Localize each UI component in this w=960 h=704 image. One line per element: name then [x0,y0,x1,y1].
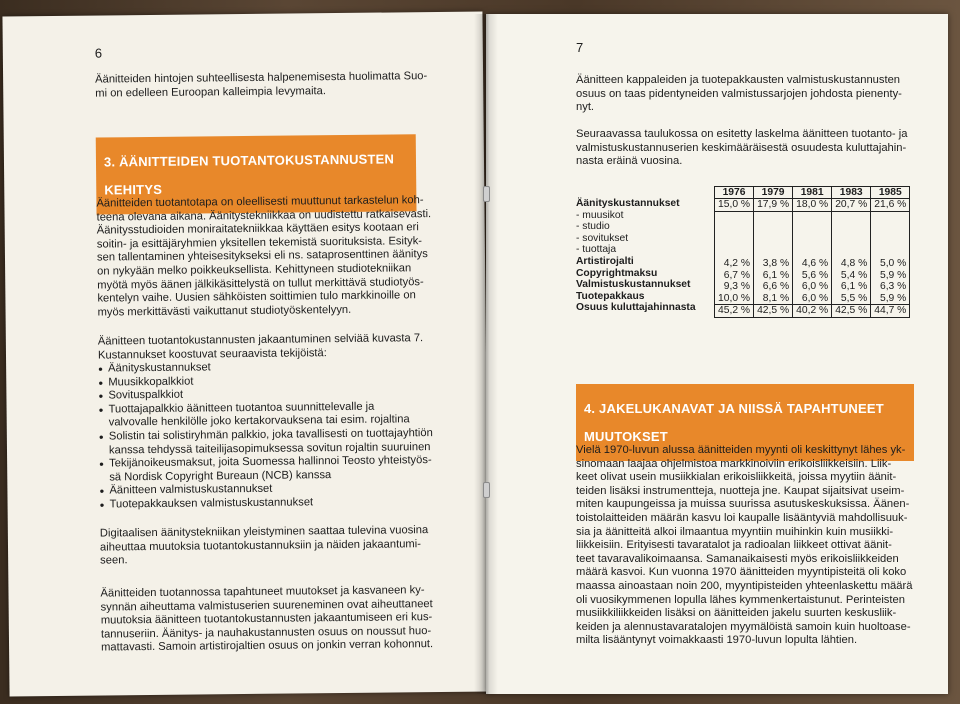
table-cell [793,211,832,223]
row-label: Copyrightmaksu [576,267,658,279]
year-header: 1983 [832,187,871,199]
right-page [486,14,948,694]
row-label: Valmistuskustannukset [576,279,691,291]
paragraph-line: Digitaalisen äänitystekniikan yleistyminen saattaa tulevina vuosina [99,524,429,540]
table-cell [793,246,832,258]
table-cell: 44,7 % [871,305,910,318]
table-row [715,223,910,235]
paragraph-line: aiheuttaa muutoksia tuotantokustannuksiin ja näiden jakaantumi- [99,537,421,554]
binding-staple-top [483,186,490,202]
paragraph-line: teet tavaravalikoimaansa. Samanaikaisesti myös erikoisliikkeiden [576,552,899,565]
paragraph-line: keiden ja alennustavaratalojen myymälöistä samoin kuin huoltoase- [576,620,911,633]
table-cell [871,246,910,258]
table-cell [715,246,754,258]
table-cell: 10,0 % [715,293,754,305]
table-cell [754,223,793,235]
table-cell [832,235,871,247]
table-cell: 3,8 % [754,258,793,270]
year-header: 1976 [715,187,754,199]
table-cell: 45,2 % [715,305,754,318]
paragraph-table-intro [576,128,926,169]
table-cell: 5,9 % [871,293,910,305]
paragraph-line: oli vuosikymmenen lopulla lähes kymmenkertaistunut. Perinteisten [576,593,905,606]
list-item-line: ● Äänityskustannukset [108,361,211,375]
table-row [715,270,910,282]
table-row [715,293,910,305]
heading-line: 3. ÄÄNITTEIDEN TUOTANTOKUSTANNUSTEN [103,151,395,170]
table-cell: 6,0 % [793,281,832,293]
paragraph-cost-distribution [98,332,468,363]
paragraph-line: maassa ainoastaan noin 200, myyntipisteiden yhteenlaskettu määrä [576,579,913,592]
paragraph-line: mattavasti. Samoin artistirojaltien osuus on jonkin verran kohonnut. [101,638,434,654]
paragraph-line: sia ja äänitteitä alkoi ilmaantua myyntiin muihinkin kuin musiikki- [576,525,894,538]
table-cell: 6,1 % [754,270,793,282]
table-cell: 4,6 % [793,258,832,270]
table-cell [871,223,910,235]
intro-paragraph [95,70,465,101]
table-cell: 5,5 % [832,293,871,305]
table-cell: 5,9 % [871,270,910,282]
paragraph-line: keet olivat usein musiikkialan erikoisliikkeitä, joissa myytiin äänit- [576,471,897,484]
paragraph-line: muutoksia äänitteen tuotantokustannusten jakaantumiseen eri kus- [100,611,433,627]
left-page [2,12,489,697]
table-cell: 5,6 % [793,270,832,282]
table-cell: 5,0 % [871,258,910,270]
table-cell: 6,3 % [871,281,910,293]
table-cell [715,211,754,223]
table-cell: 17,9 % [754,199,793,212]
table-cell: 42,5 % [754,305,793,318]
table-cell: 8,1 % [754,293,793,305]
paragraph-line: soitin- ja esittäjäryhmien yksitellen tekemistä suorituksista. Esityk- [96,234,423,251]
list-item-line: ● Tuotepakkauksen valmistuskustannukset [109,496,314,511]
table-cell [754,211,793,223]
list-item [99,399,469,430]
paragraph-line: Äänitysstudioiden moniraitatekniikkaa käyttäen esitys kootaan eri [96,221,419,237]
table-values-grid [714,186,910,318]
table-cell: 18,0 % [793,199,832,212]
list-item-line: ● Solistin tai solistiryhmän palkkio, joka tavallisesti on tuottajayhtiön [108,427,433,443]
paragraph-line: Vielä 1970-luvun alussa äänitteiden myynti oli keskittynyt lähes yk- [576,444,906,456]
table-cell [793,235,832,247]
paragraph-line: määrä kasvoi. Kun vuonna 1970 äänitteiden myyntipisteitä oli koko [576,566,907,579]
paragraph-line: teiden lisäksi instrumentteja, nuotteja jne. Kaupat sijaitsivat useim- [576,484,905,497]
table-cell: 40,2 % [793,305,832,318]
table-row [715,199,910,212]
list-item [99,454,469,485]
paragraph-distribution-channels [576,444,926,648]
table-cell: 15,0 % [715,199,754,212]
paragraph-line: nasta eräinä vuosina. [576,155,683,168]
paragraph-line: liikkeisiin. Erityisesti tavaratalot ja radioalan liikkeet ottivat äänit- [576,539,892,552]
row-label: - sovitukset [576,232,629,244]
table-row [715,235,910,247]
table-cell: 4,2 % [715,258,754,270]
book-gutter [474,14,498,694]
table-cell [793,223,832,235]
paragraph-line: on nykyään melko poikkeuksellista. Kehittyneen studiotekniikan [97,262,412,278]
paragraph-line: tannuseriin. Äänitys- ja nauhakustannusten osuus on noussut huo- [100,624,432,641]
paragraph-line: Äänitteen kappaleiden ja tuotepakkausten valmistuskustannusten [576,74,901,86]
row-label: - tuottaja [576,244,617,256]
list-item [100,495,470,512]
table-cell: 6,7 % [715,270,754,282]
list-item-line: ● Muusikkopalkkiot [108,375,194,389]
list-item-line: sä Nordisk Copyright Bureaun (NCB) kanssa [109,468,332,484]
paragraph-line: valmistuskustannuserien keskimääräisestä osuudesta kuluttajahin- [576,141,907,154]
paragraph-line: osuus on taas pidentyneiden valmistussarjojen johdosta pienenty- [576,87,902,100]
paragraph-line: Äänitteiden tuotannossa tapahtuneet muutokset ja kasvaneen ky- [100,584,425,600]
list-item-line: ● Äänitteen valmistuskustannukset [109,483,273,497]
paragraph-line: teena olevana aikana. Äänitystekniikkaa on uudistettu ratkaisevasti. [96,207,432,224]
table-cell [832,246,871,258]
row-label: - muusikot [576,209,624,221]
row-label: Tuotepakkaus [576,290,645,302]
heading-line: KEHITYS [104,181,163,198]
list-item-line: valvovalle henkilölle joko kertakorvauksena tai esim. rojaltina [108,413,410,429]
table-cell: 20,7 % [832,199,871,212]
table-cell [832,223,871,235]
paragraph-line: synnän aiheuttama valmistuserien suureneminen ovat aiheuttaneet [100,597,433,614]
paragraph-line: nyt. [576,101,595,114]
table-cell: 6,1 % [832,281,871,293]
list-item-line: ● Sovituspalkkiot [108,388,184,402]
row-label: Osuus kuluttajahinnasta [576,302,696,314]
paragraph-packaging-costs [576,74,926,115]
paragraph-line: Seuraavassa taulukossa on esitetty laskelma äänitteen tuotanto- ja [576,128,908,140]
row-label: Artistirojalti [576,255,634,267]
table-row-labels [576,198,716,314]
table-row [715,258,910,270]
paragraph-line: Kustannukset koostuvat seuraavista tekijöistä: [97,346,327,362]
table-cell [754,246,793,258]
paragraph-line: musiikkiliikkeiden lisäksi on äänitteiden jakelu suurten keskusliik- [576,607,897,620]
year-header: 1981 [793,187,832,199]
table-cell [832,211,871,223]
paragraph-line: seen. [100,554,128,567]
paragraph-line: milta lisääntynyt voimakkaasti 1970-luvun lopulta lähtien. [576,634,858,647]
table-cell [715,235,754,247]
list-item-line: ● Tuottajapalkkio äänitteen tuotantoa suunnittelevalle ja [108,400,375,416]
table-cell [871,235,910,247]
paragraph-line: toistolaitteiden määrän kasvu loi kaupalle lisääntyviä mahdollisuuk- [576,511,908,524]
paragraph-production-changes [100,584,471,656]
list-item [99,427,469,458]
intro-line: mi on edelleen Euroopan kalleimpia levymaita. [95,84,327,100]
page-number: 6 [94,45,103,61]
table-cell: 4,8 % [832,258,871,270]
table-cell [715,223,754,235]
list-item-line: kanssa tehdyssä taiteilijasopimuksessa sovitun rojaltin suuruinen [108,440,431,457]
table-cell: 6,0 % [793,293,832,305]
table-row [715,246,910,258]
paragraph-line: myötä myös äänen jälkikäsittelystä on tullut merkittävä studiotyös- [97,275,424,292]
heading-line: 4. JAKELUKANAVAT JA NIISSÄ TAPAHTUNEET [584,401,884,416]
table-row [715,281,910,293]
paragraph-production-method [96,194,467,320]
table-row [715,305,910,318]
table-cell [754,235,793,247]
table-cell [871,211,910,223]
paragraph-line: miten kaupungeissa ja muissa suurissa asutuskeskuksissa. Äänen- [576,498,910,511]
year-header: 1985 [871,187,910,199]
paragraph-line: Äänitteen tuotantokustannusten jakaantuminen selviää kuvasta 7. [97,332,424,348]
paragraph-line: kentelyn vaihe. Uusien sähköisten soittimien tulo markkinoille on [97,289,416,305]
row-label: Äänityskustannukset [576,198,680,209]
paragraph-line: myös merkittävästi vaikuttanut studiotyöskentelyyn. [97,303,352,319]
paragraph-line: sinomaan laajaa ohjelmistoa markkinoiviin erikoisliikkeisiin. Liik- [576,457,892,470]
table-cell: 21,6 % [871,199,910,212]
table-cell: 9,3 % [715,281,754,293]
table-cell: 6,6 % [754,281,793,293]
cost-factor-list [98,359,470,512]
paragraph-line: sen tallentaminen yhteisesitykseksi eli ns. sataprosenttinen äänitys [96,248,428,264]
intro-line: Äänitteiden hintojen suhteellisesta halpenemisesta huolimatta Suo- [95,70,428,86]
paragraph-line: Äänitteiden tuotantotapa on oleellisesti muuttunut tarkastelun koh- [96,194,424,210]
year-header: 1979 [754,187,793,199]
paragraph-digital-recording [100,524,470,569]
table-cell: 42,5 % [832,305,871,318]
table-cell: 5,4 % [832,270,871,282]
list-item-line: ● Tekijänoikeusmaksut, joita Suomessa hallinnoi Teosto yhteistyös- [109,454,432,470]
page-number: 7 [576,40,584,55]
table-row [715,211,910,223]
row-label: - studio [576,221,610,233]
heading-line: MUUTOKSET [584,429,668,444]
binding-staple-bottom [483,482,490,498]
